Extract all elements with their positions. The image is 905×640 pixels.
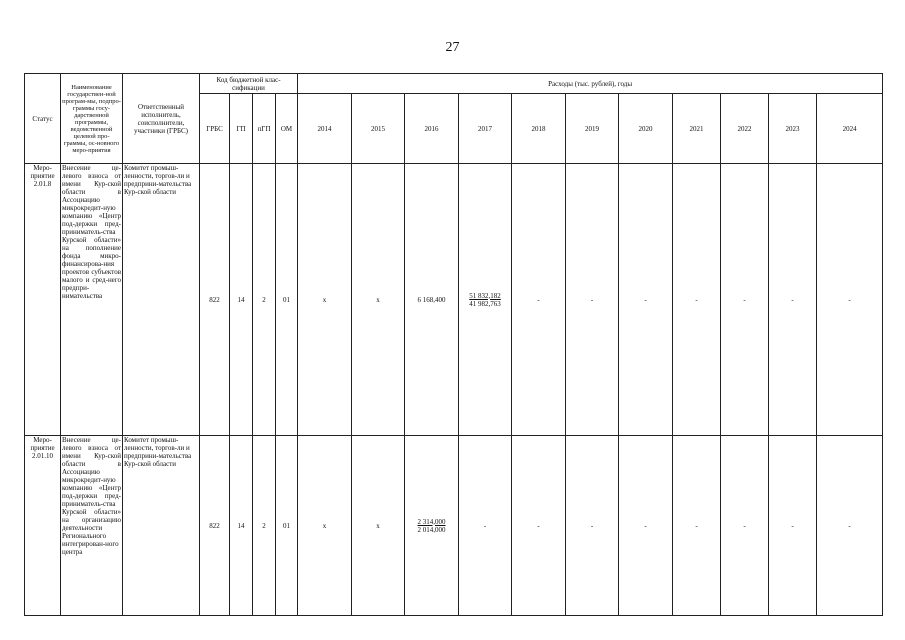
row-value-2016: 6 168,400 <box>405 164 459 436</box>
row-value-2014: x <box>298 164 352 436</box>
row-value-2020: - <box>619 164 673 436</box>
row-responsible: Комитет промыш-ленности, торгов-ли и предприни-мательства Кур-ской области <box>123 164 200 436</box>
row-status: Меро-приятие 2.01.8 <box>25 164 61 436</box>
header-year: 2016 <box>405 94 459 164</box>
header-year: 2022 <box>721 94 769 164</box>
header-responsible: Ответственный исполнитель, соисполнители, участники (ГРБС) <box>123 74 200 164</box>
row-value-2022: - <box>721 436 769 616</box>
row-value-2023: - <box>769 164 817 436</box>
value-bottom: 41 982,763 <box>469 299 501 308</box>
header-year: 2017 <box>459 94 512 164</box>
table-row <box>25 436 883 616</box>
row-gp: 14 <box>230 164 253 436</box>
row-responsible: Комитет промыш-ленности, торгов-ли и предприни-мательства Кур-ской области <box>123 436 200 616</box>
row-value-2024: - <box>817 436 883 616</box>
row-value-2019: - <box>566 436 619 616</box>
header-year: 2023 <box>769 94 817 164</box>
budget-table <box>24 73 883 616</box>
row-value-2024: - <box>817 164 883 436</box>
row-pgp: 2 <box>253 436 276 616</box>
value-bottom: 2 014,000 <box>417 525 446 534</box>
row-name: Внесение це-левого взноса от имени Кур-ской области в Ассоциацию микрокредит-ную компанию «Центр под-держки пред-приниматель-ства Курской области» на пополнение фонда микро-финансирова-ния проектов субъектов малого и сред-него предпри-нимательства <box>61 164 123 436</box>
row-value-2014: x <box>298 436 352 616</box>
header-year: 2014 <box>298 94 352 164</box>
row-value-2017 <box>459 164 512 436</box>
row-value-2021: - <box>673 436 721 616</box>
row-gp: 14 <box>230 436 253 616</box>
row-value-2023: - <box>769 436 817 616</box>
header-status: Статус <box>25 74 61 164</box>
header-gp: ГП <box>230 94 253 164</box>
row-name: Внесение це-левого взноса от имени Кур-ской области в Ассоциацию микрокредит-ную компанию «Центр под-держки пред-приниматель-ства Курской области» на организацию деятельности Регионального интегрирован-ного центра <box>61 436 123 616</box>
row-value-2018: - <box>512 436 566 616</box>
header-om: ОМ <box>276 94 298 164</box>
value-top: 51 832,182 <box>469 291 501 300</box>
row-value-2015: x <box>352 436 405 616</box>
table-row <box>25 164 883 436</box>
header-name: Наименование государствен-ной програм-мы, подпро-граммы госу-дарственной программы, ведомственной целевой про-граммы, ос-новного меро-приятия <box>61 74 123 164</box>
row-grbs: 822 <box>200 164 230 436</box>
row-om: 01 <box>276 436 298 616</box>
row-grbs: 822 <box>200 436 230 616</box>
header-year: 2015 <box>352 94 405 164</box>
header-year: 2021 <box>673 94 721 164</box>
row-value-2018: - <box>512 164 566 436</box>
row-value-2015: x <box>352 164 405 436</box>
header-expenses: Расходы (тыс. рублей), годы <box>298 74 883 94</box>
header-year: 2024 <box>817 94 883 164</box>
header-year: 2020 <box>619 94 673 164</box>
row-om: 01 <box>276 164 298 436</box>
row-value-2021: - <box>673 164 721 436</box>
row-value-2019: - <box>566 164 619 436</box>
header-year: 2019 <box>566 94 619 164</box>
header-budget-code: Код бюджетной клас-сификации <box>200 74 298 94</box>
value-top: 2 314,000 <box>417 517 446 526</box>
header-pgp: пГП <box>253 94 276 164</box>
row-status: Меро-приятие 2.01.10 <box>25 436 61 616</box>
row-value-2017: - <box>459 436 512 616</box>
page-number: 27 <box>445 40 460 55</box>
header-year: 2018 <box>512 94 566 164</box>
row-pgp: 2 <box>253 164 276 436</box>
row-value-2020: - <box>619 436 673 616</box>
row-value-2022: - <box>721 164 769 436</box>
header-grbs: ГРБС <box>200 94 230 164</box>
row-value-2016 <box>405 436 459 616</box>
